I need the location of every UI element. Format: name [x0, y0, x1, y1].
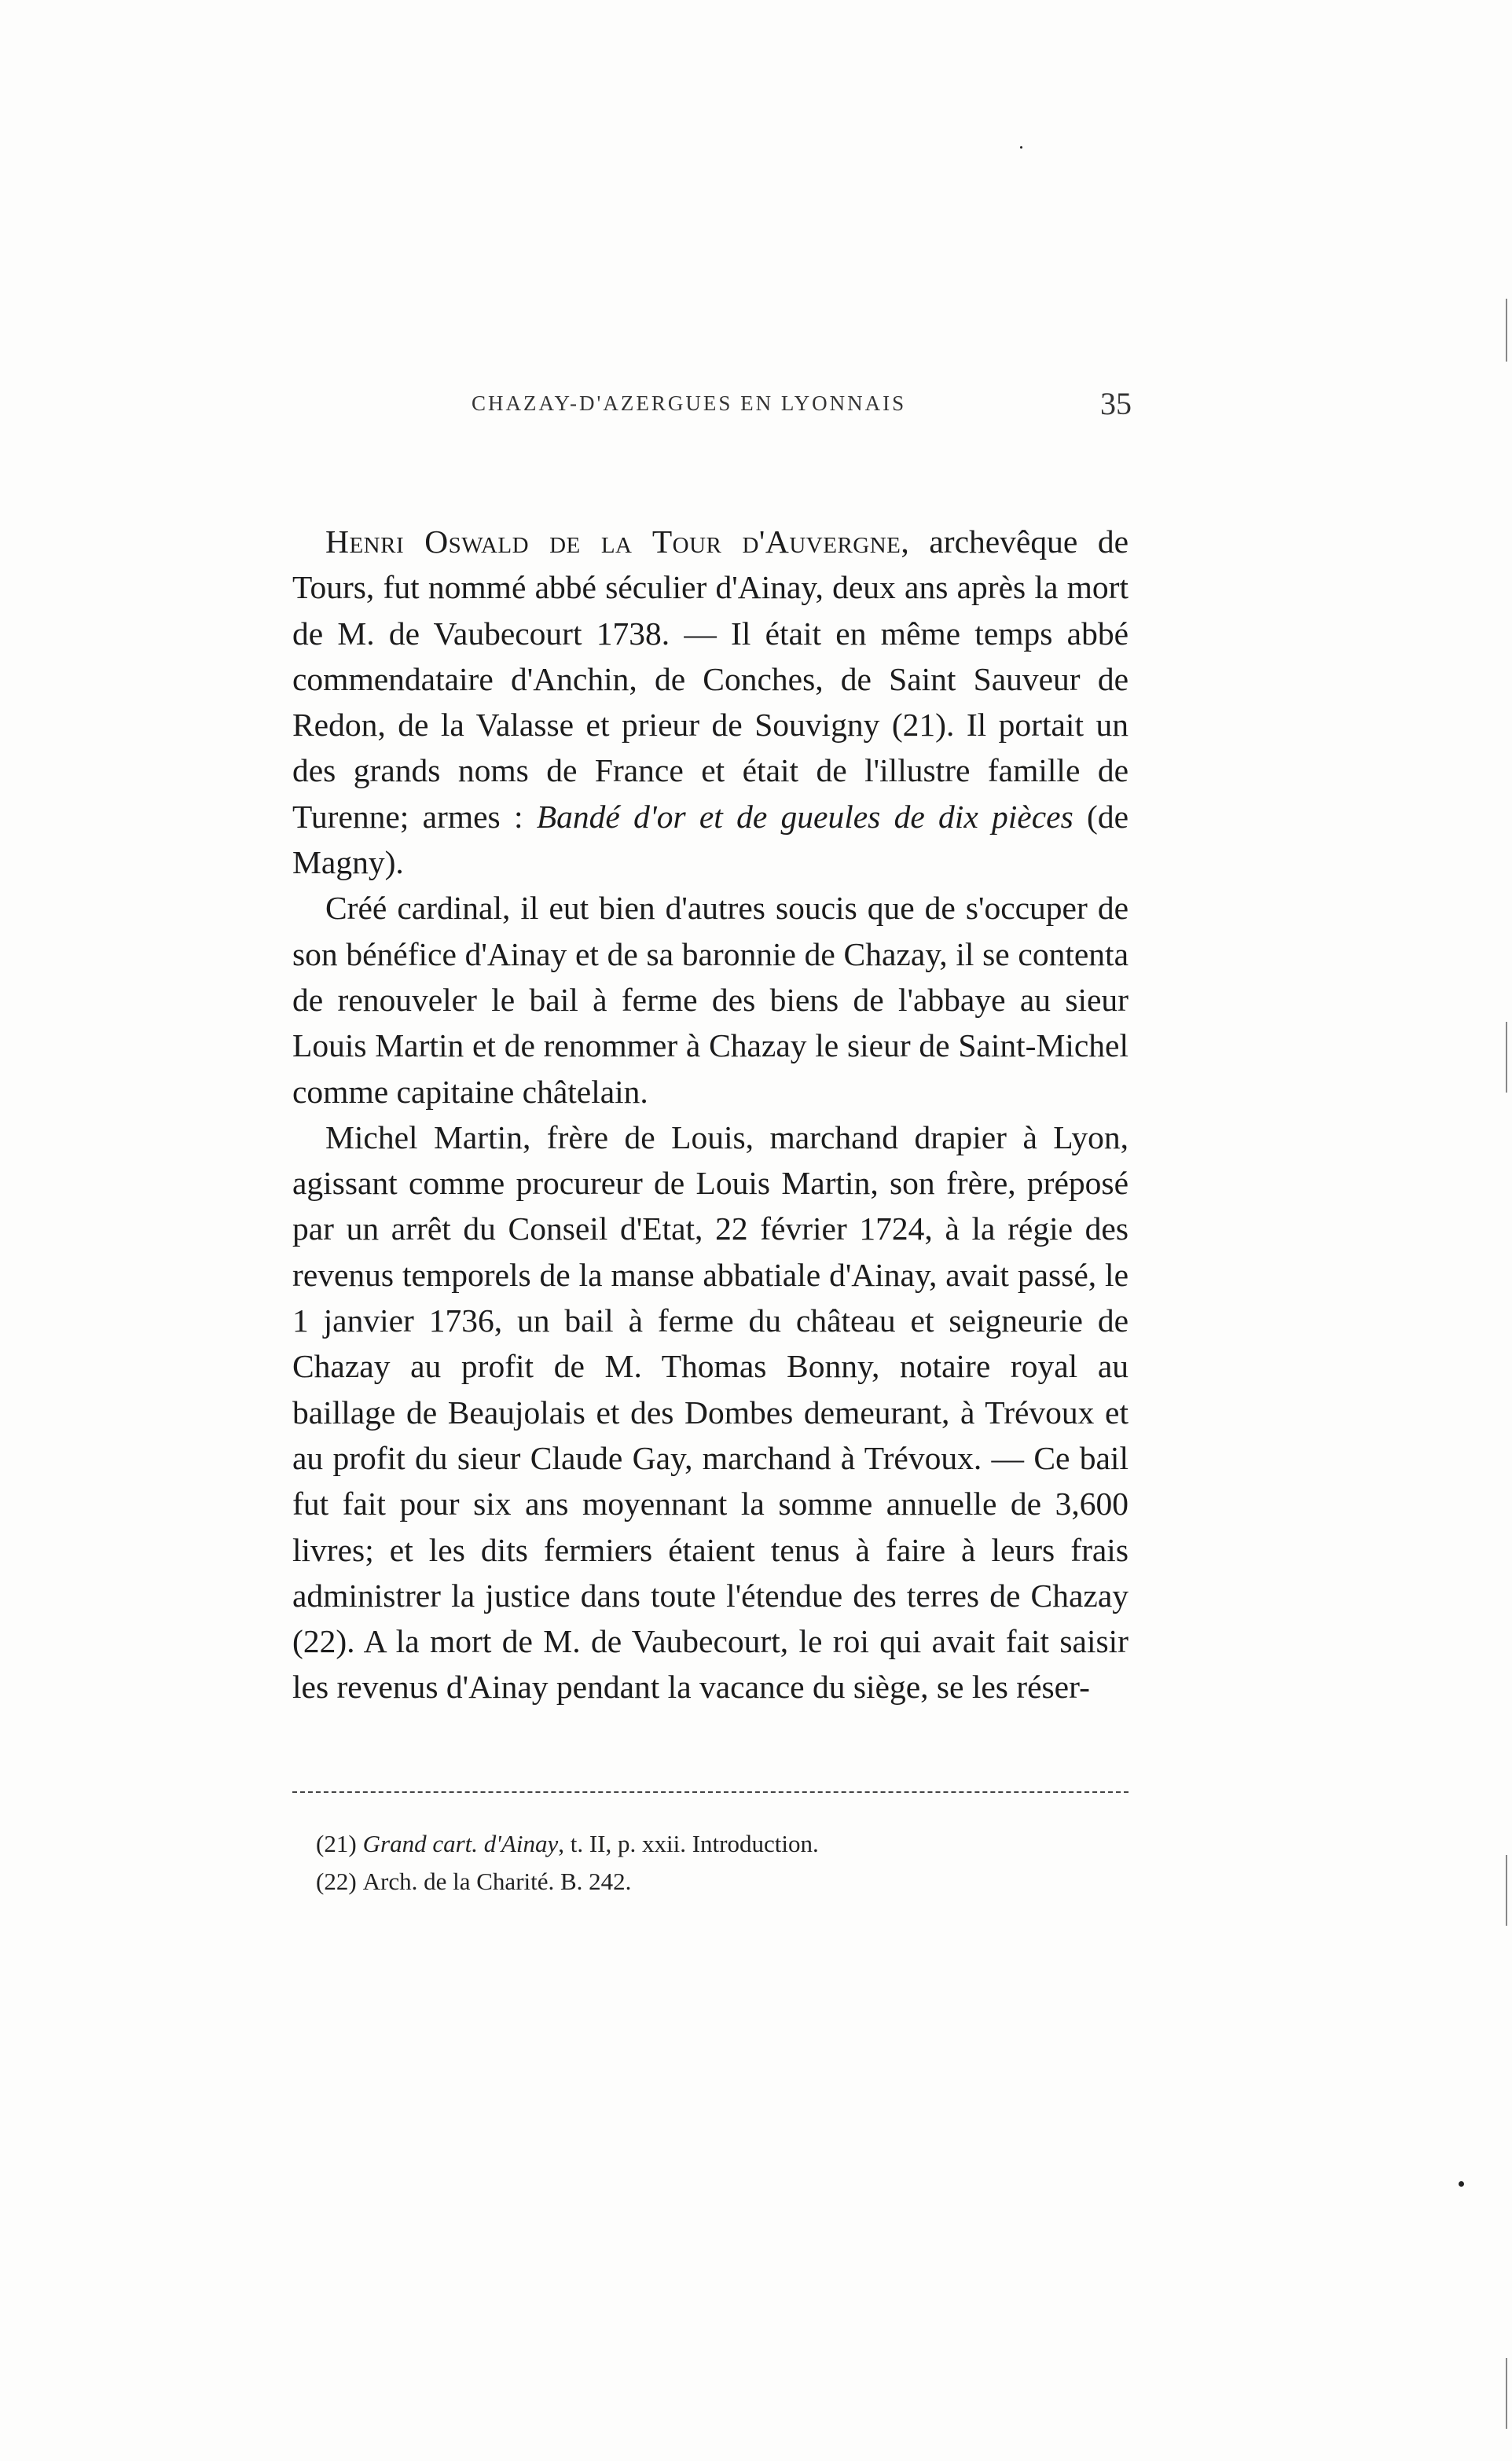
- body-text: [292, 519, 1128, 1710]
- scan-edge-mark: [1506, 1022, 1507, 1093]
- footnote-ref: (21): [316, 1830, 357, 1857]
- scan-edge-mark: [1506, 2358, 1507, 2429]
- page-header: [291, 385, 1132, 424]
- scan-speck: [1459, 2181, 1464, 2187]
- paragraph-1: [292, 519, 1128, 885]
- footnote-title: Grand cart. d'Ainay: [362, 1830, 559, 1857]
- footnotes: [316, 1825, 1125, 1901]
- page-number: 35: [1100, 386, 1132, 421]
- paragraph-1-text: , archevêque de Tours, fut nommé abbé séculier d'Ainay, deux ans après la mort de M. de Vaubecourt 1738. — Il était en même temps abbé commendataire d'Anchin, de Conches, de Saint Sauveur de Redon, de la Valasse et prieur de Souvigny (21). Il portait un des grands noms de France et était de l'illustre famille de Turenne; armes :: [292, 523, 1129, 835]
- scan-speck: [1020, 146, 1022, 149]
- footnote-ref: (22): [316, 1868, 357, 1895]
- paragraph-2: Créé cardinal, il eut bien d'autres soucis que de s'occuper de son bénéfice d'Ainay et de sa baronnie de Chazay, il se contenta de renouveler le bail à ferme des biens de l'abbaye au sieur Louis Martin et de renommer à Chazay le sieur de Saint-Michel comme capitaine châtelain.: [292, 890, 1128, 1110]
- paragraph-3: Michel Martin, frère de Louis, marchand drapier à Lyon, agissant comme procureur de Louis Martin, son frère, préposé par un arrêt du Conseil d'Etat, 22 février 1724, à la régie des revenus temporels de la manse abbatiale d'Ainay, avait passé, le 1 janvier 1736, un bail à ferme du château et seigneurie de Chazay au profit de M. Thomas Bonny, notaire royal au baillage de Beaujolais et des Dombes demeurant, à Trévoux et au profit du sieur Claude Gay, marchand à Trévoux. — Ce bail fut fait pour six ans moyennant la somme annuelle de 3,600 livres; et les dits fermiers étaient tenus à faire à leurs frais administrer la justice dans toute l'étendue des terres de Chazay (22). A la mort de M. de Vaubecourt, le roi qui avait fait saisir les revenus d'Ainay pendant la vacance du siège, se les réser-: [292, 1118, 1128, 1706]
- person-name: Henri Oswald de la Tour d'Auvergne: [325, 523, 901, 560]
- blazon: Bandé d'or et de gueules de dix pièces: [536, 798, 1073, 835]
- footnote-separator: [292, 1791, 1128, 1793]
- scan-edge-mark: [1506, 299, 1507, 362]
- footnote-22: [316, 1863, 1125, 1901]
- paragraph-1-tail: (de Magny).: [292, 798, 1128, 881]
- running-head: CHAZAY-D'AZERGUES EN LYONNAIS: [472, 391, 907, 415]
- scan-edge-mark: [1506, 1855, 1507, 1926]
- footnote-21: [316, 1825, 1125, 1863]
- footnote-text: Arch. de la Charité. B. 242.: [362, 1868, 632, 1895]
- footnote-text: , t. II, p. xxii. Introduction.: [558, 1830, 819, 1857]
